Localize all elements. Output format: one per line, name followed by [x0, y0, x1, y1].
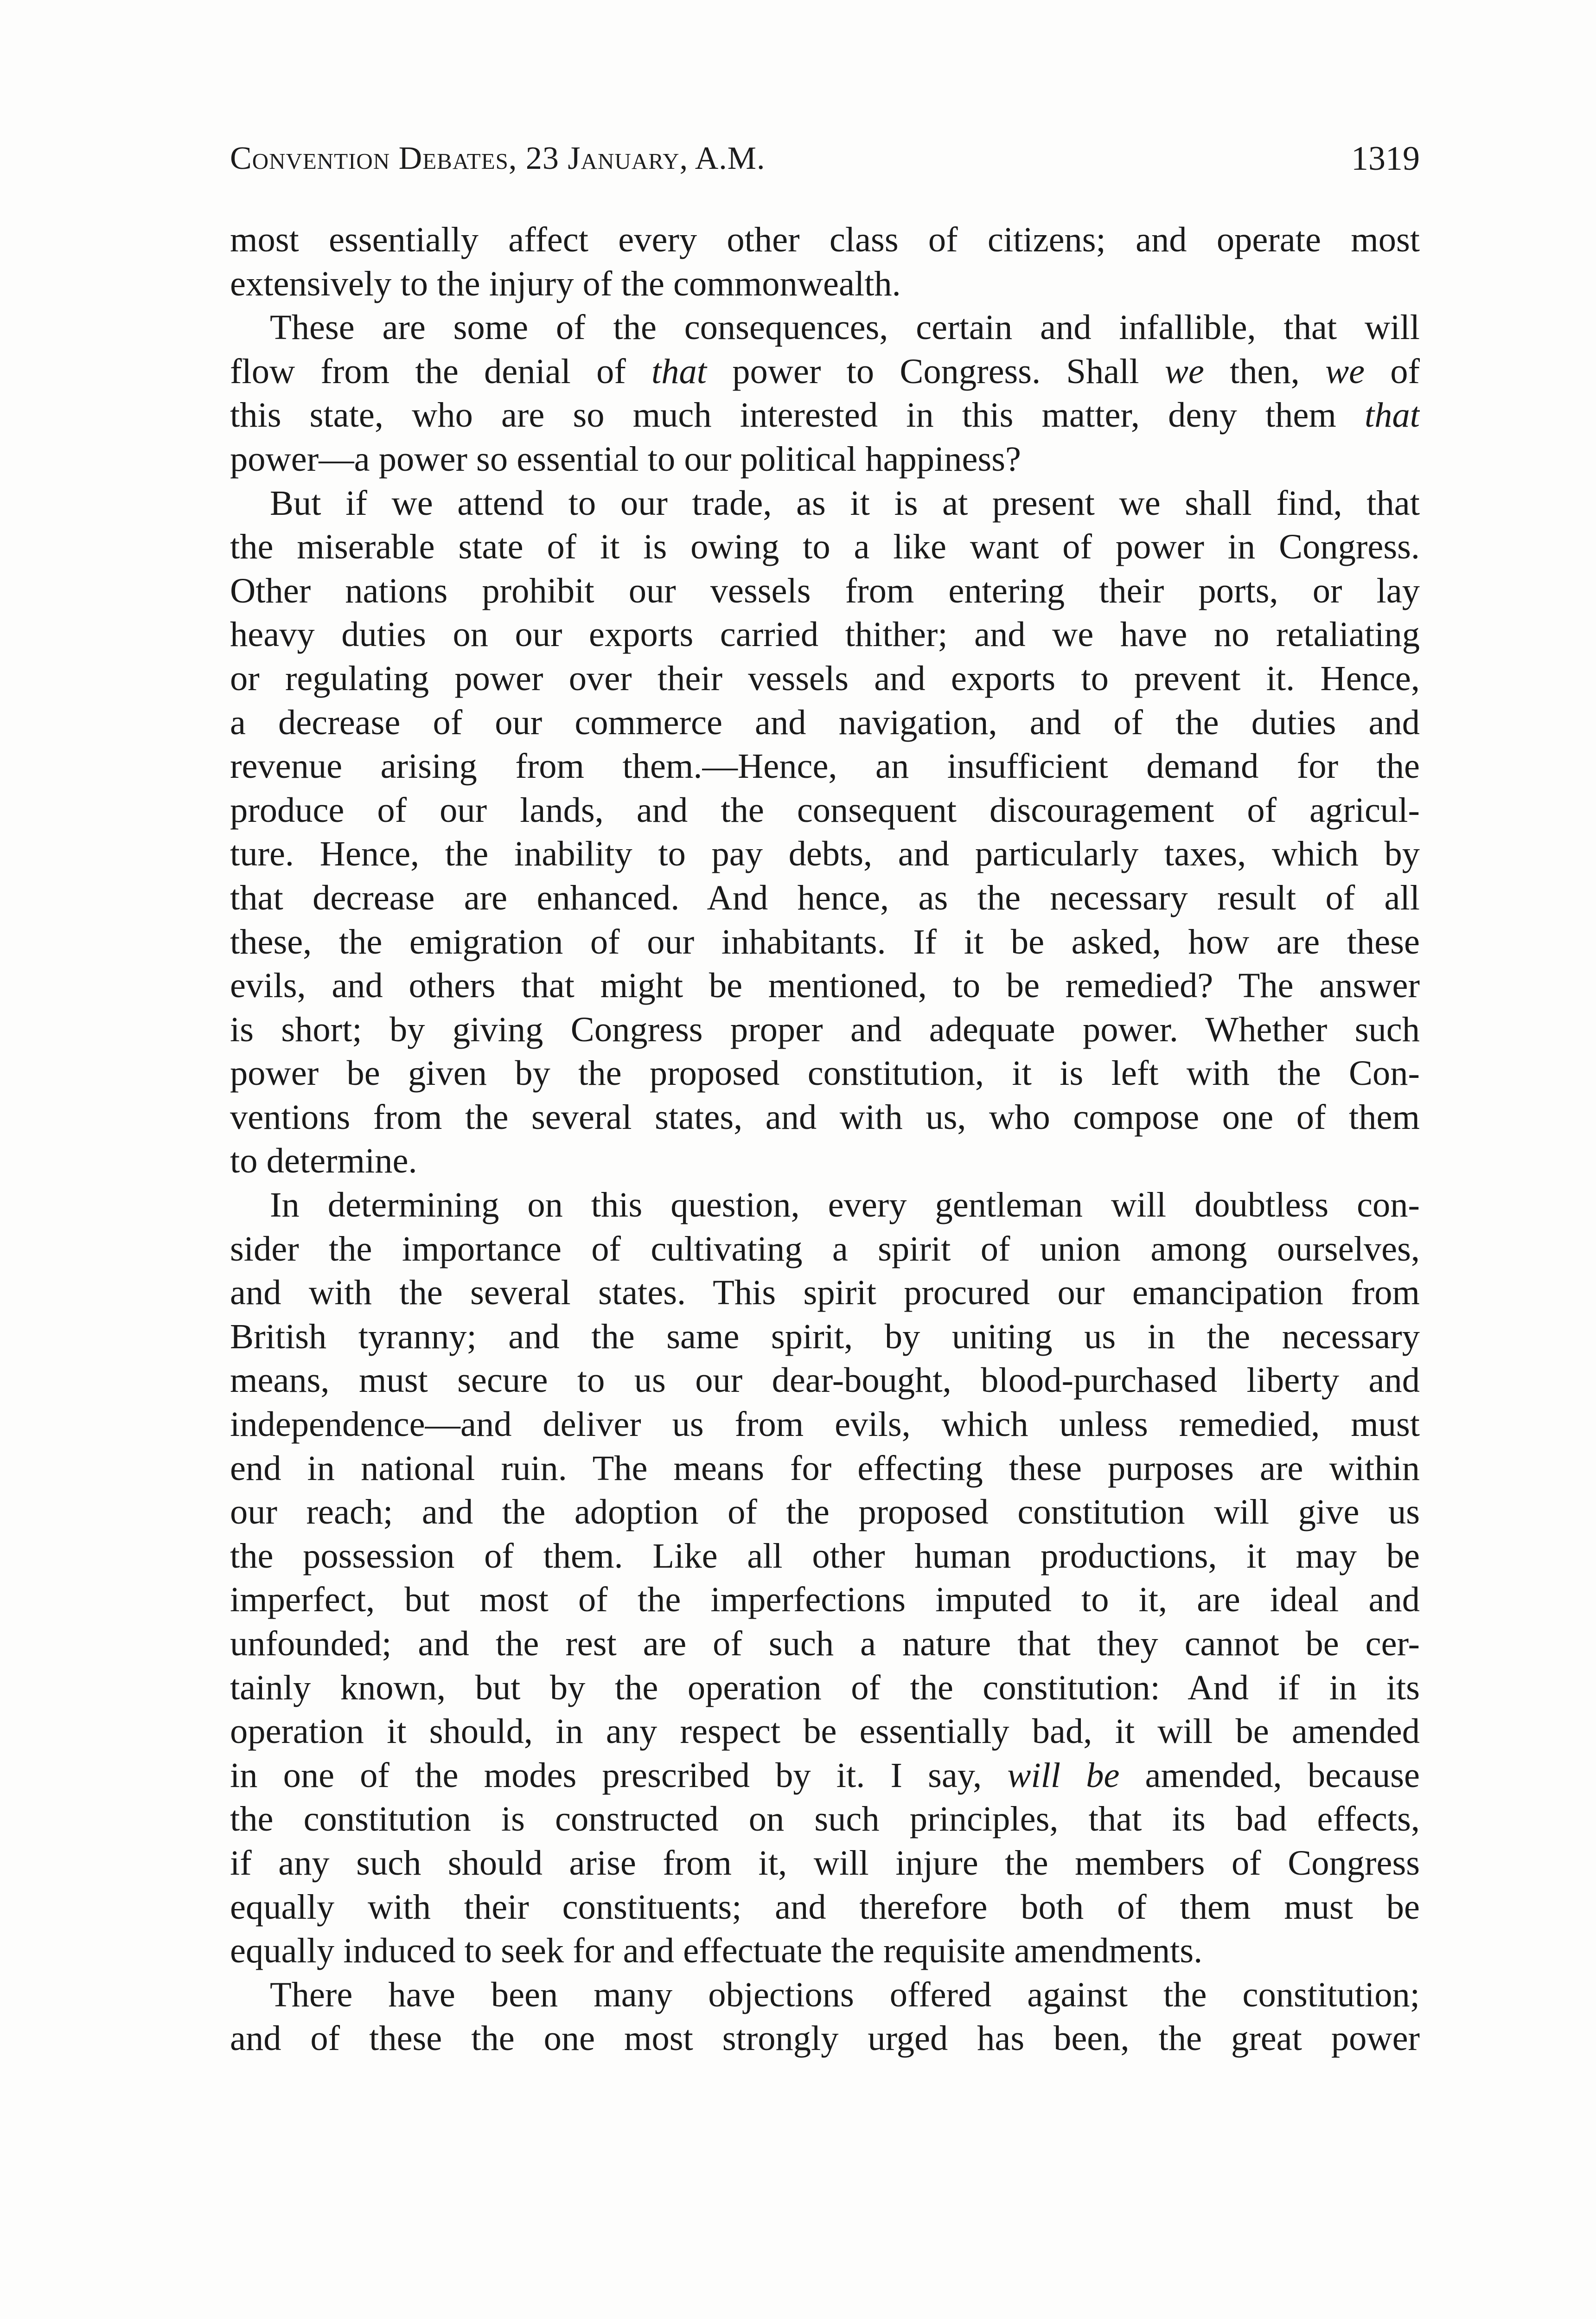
- text-run: extensively to the injury of the commonwealth.: [230, 263, 901, 303]
- text-line: [230, 393, 1420, 437]
- text-run: In determining on this question, every gentleman will doubtless con-: [270, 1185, 1420, 1225]
- text-run: means, must secure to us our dear-bought, blood-purchased liberty and: [230, 1360, 1420, 1400]
- text-run: These are some of the consequences, certain and infallible, that will: [270, 307, 1420, 347]
- text-line: [230, 1139, 1420, 1183]
- text-run: equally induced to seek for and effectuate the requisite amendments.: [230, 1931, 1203, 1971]
- text-line: [230, 1622, 1420, 1666]
- text-line: [230, 1095, 1420, 1140]
- text-run: power to Congress. Shall: [707, 351, 1165, 391]
- text-line: [230, 525, 1420, 569]
- text-line: [230, 1754, 1420, 1798]
- text-line: [230, 1534, 1420, 1578]
- text-run: of: [1365, 351, 1420, 391]
- text-line: [230, 1271, 1420, 1315]
- text-run: in one of the modes prescribed by it. I say,: [230, 1755, 1008, 1795]
- text-run: and of these the one most strongly urged has been, the great power: [230, 2018, 1420, 2058]
- italic-word: will be: [1007, 1755, 1120, 1795]
- text-line: [230, 1447, 1420, 1491]
- text-run: the constitution is constructed on such principles, that its bad effects,: [230, 1799, 1420, 1839]
- text-line: [230, 306, 1420, 350]
- text-run: sider the importance of cultivating a spirit of union among ourselves,: [230, 1229, 1420, 1268]
- text-run: equally with their constituents; and therefore both of them must be: [230, 1887, 1420, 1927]
- text-run: imperfect, but most of the imperfections imputed to it, are ideal and: [230, 1580, 1420, 1620]
- text-line: [230, 1929, 1420, 1973]
- text-line: [230, 262, 1420, 306]
- page-header: [230, 135, 1420, 186]
- text-run: then,: [1204, 351, 1326, 391]
- text-run: end in national ruin. The means for effecting these purposes are within: [230, 1448, 1420, 1488]
- text-line: [230, 1183, 1420, 1227]
- text-run: and with the several states. This spirit procured our emancipation from: [230, 1273, 1420, 1313]
- text-line: [230, 832, 1420, 876]
- text-run: a decrease of our commerce and navigation, and of the duties and: [230, 702, 1420, 742]
- text-run: these, the emigration of our inhabitants. If it be asked, how are these: [230, 922, 1420, 961]
- page-number: 1319: [1351, 140, 1420, 178]
- text-line: [230, 1315, 1420, 1359]
- text-line: [230, 744, 1420, 788]
- text-line: [230, 1973, 1420, 2017]
- text-run: flow from the denial of: [230, 351, 652, 391]
- text-line: [230, 701, 1420, 745]
- text-line: [230, 1841, 1420, 1885]
- text-line: [230, 437, 1420, 481]
- text-line: [230, 1008, 1420, 1052]
- text-line: [230, 1797, 1420, 1841]
- text-line: [230, 350, 1420, 394]
- italic-word: we: [1325, 351, 1365, 391]
- text-line: [230, 876, 1420, 920]
- text-run: heavy duties on our exports carried thither; and we have no retaliating: [230, 615, 1420, 654]
- text-line: [230, 964, 1420, 1008]
- text-run: ventions from the several states, and with us, who compose one of them: [230, 1097, 1420, 1137]
- text-line: [230, 1490, 1420, 1534]
- text-line: [230, 613, 1420, 657]
- text-run: But if we attend to our trade, as it is at present we shall find, that: [270, 483, 1420, 523]
- text-line: [230, 2017, 1420, 2061]
- text-line: [230, 1358, 1420, 1403]
- text-run: power be given by the proposed constitution, it is left with the Con-: [230, 1053, 1420, 1093]
- text-line: [230, 1710, 1420, 1754]
- text-line: [230, 788, 1420, 833]
- text-run: tainly known, but by the operation of the constitution: And if in its: [230, 1667, 1420, 1707]
- text-run: is short; by giving Congress proper and adequate power. Whether such: [230, 1009, 1420, 1049]
- text-line: [230, 481, 1420, 525]
- running-head: Convention Debates, 23 January, A.M.: [230, 141, 766, 176]
- text-line: [230, 920, 1420, 964]
- text-run: the possession of them. Like all other human productions, it may be: [230, 1536, 1420, 1576]
- text-line: [230, 218, 1420, 262]
- text-line: [230, 1051, 1420, 1095]
- text-run: or regulating power over their vessels and exports to prevent it. Hence,: [230, 658, 1420, 698]
- text-line: [230, 1403, 1420, 1447]
- text-run: if any such should arise from it, will injure the members of Congress: [230, 1843, 1420, 1883]
- text-run: amended, because: [1119, 1755, 1420, 1795]
- body-text: [230, 218, 1420, 2061]
- text-run: independence—and deliver us from evils, which unless remedied, must: [230, 1404, 1420, 1444]
- italic-word: that: [651, 351, 707, 391]
- text-run: revenue arising from them.—Hence, an insufficient demand for the: [230, 746, 1420, 786]
- text-run: that decrease are enhanced. And hence, as the necessary result of all: [230, 878, 1420, 917]
- text-run: this state, who are so much interested in this matter, deny them: [230, 395, 1365, 435]
- italic-word: we: [1164, 351, 1204, 391]
- text-run: unfounded; and the rest are of such a nature that they cannot be cer-: [230, 1624, 1420, 1663]
- text-run: British tyranny; and the same spirit, by uniting us in the necessary: [230, 1316, 1420, 1356]
- text-line: [230, 1578, 1420, 1622]
- text-run: the miserable state of it is owing to a like want of power in Congress.: [230, 527, 1420, 567]
- text-run: evils, and others that might be mentioned, to be remedied? The answer: [230, 966, 1420, 1006]
- text-run: Other nations prohibit our vessels from entering their ports, or lay: [230, 570, 1420, 610]
- text-run: ture. Hence, the inability to pay debts, and particularly taxes, which by: [230, 834, 1420, 874]
- text-line: [230, 1666, 1420, 1710]
- text-line: [230, 1885, 1420, 1929]
- text-run: our reach; and the adoption of the proposed constitution will give us: [230, 1492, 1420, 1532]
- text-run: most essentially affect every other class of citizens; and operate most: [230, 220, 1420, 259]
- text-line: [230, 569, 1420, 613]
- italic-word: that: [1364, 395, 1420, 435]
- text-run: power—a power so essential to our political happiness?: [230, 439, 1021, 479]
- text-run: operation it should, in any respect be essentially bad, it will be amended: [230, 1711, 1420, 1751]
- text-line: [230, 657, 1420, 701]
- text-line: [230, 1227, 1420, 1271]
- text-run: to determine.: [230, 1141, 417, 1181]
- text-run: produce of our lands, and the consequent discouragement of agricul-: [230, 790, 1420, 830]
- text-run: There have been many objections offered against the constitution;: [270, 1974, 1420, 2014]
